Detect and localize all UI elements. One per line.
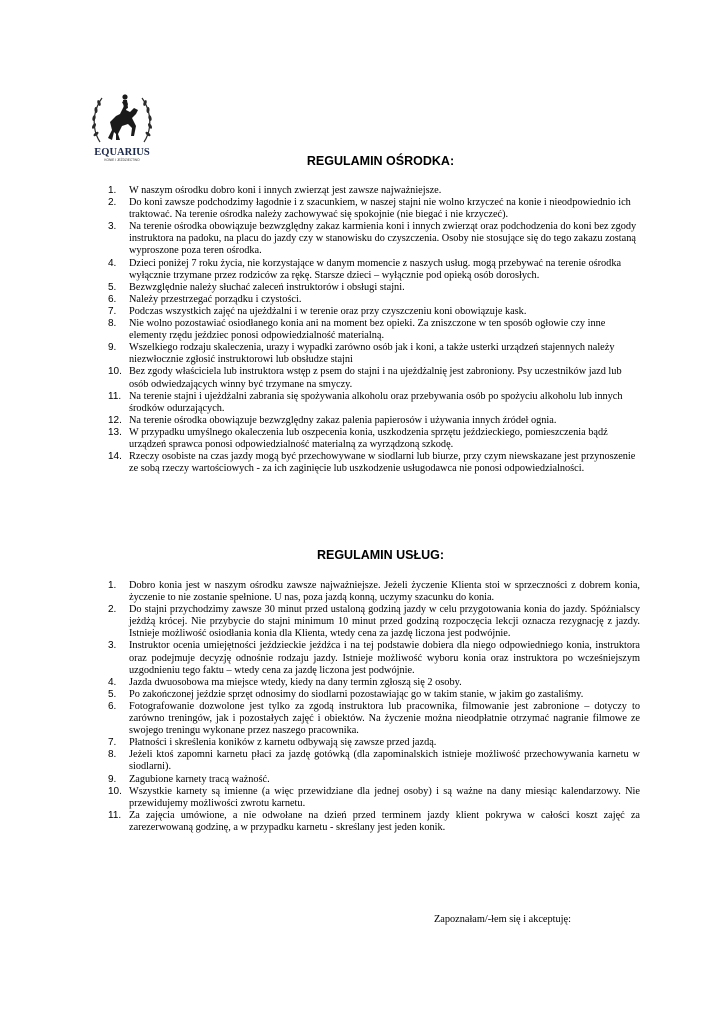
section2-rules-list [108, 580, 640, 834]
equarius-logo [86, 84, 158, 164]
rule-number: 7. [108, 737, 117, 749]
rule-item [108, 677, 640, 689]
rule-item [108, 810, 640, 834]
rule-text: Jeżeli ktoś zapomni karnetu płaci za jazdę gotówką (dla zapominalskich istnieje możliwość przechowywania karnetu w siodlarni). [129, 749, 640, 773]
rule-text: Za zajęcia umówione, a nie odwołane na dzień przed terminem jazdy klient pokrywa w całości koszt zajęć za zarezerwowaną godzinę, a w przypadku karnetu - skreślany jest jeden konik. [129, 809, 640, 833]
rule-number: 13. [108, 426, 122, 438]
rule-text: Nie wolno pozostawiać osiodłanego konia ani na moment bez opieki. Za zniszczone w ten sposób ogłowie czy inne elementy rzędu jeździec ponosi odpowiedzialność materialną. [129, 318, 606, 342]
rule-text: Wszelkiego rodzaju skaleczenia, urazy i wypadki zarówno osób jak i koni, a także usterki urządzeń stajennych należy niezwłocznie zgłosić instruktorowi lub obsłudze stajni [129, 342, 615, 366]
rule-number: 7. [108, 305, 117, 317]
rule-text: Dzieci poniżej 7 roku życia, nie korzystające w danym momencie z naszych usług. mogą przebywać na terenie ośrodka wyłącznie trzymane przez rodziców za rękę. Starsze dzieci – wyłącznie pod opieką osób dorosłych. [129, 257, 622, 281]
rule-text: Fotografowanie dozwolone jest tylko za zgodą instruktora lub pracownika, filmowanie jest zabronione – dotyczy to zarówno treningów, jak i pozostałych zajęć i obiektów. Na życzenie można nieodpłatnie otrzymać nagranie filmowe ze swojego treningu wykonane przez naszego pracownika. [129, 700, 640, 737]
rule-item [108, 294, 640, 306]
acknowledgement-text: Zapoznałam/-łem się i akceptuję: [434, 914, 571, 925]
rule-text: Na terenie stajni i ujeżdżalni zabrania się spożywania alkoholu oraz przebywania osób po spożyciu alkoholu lub innych środków odurzających. [129, 390, 623, 414]
rule-number: 2. [108, 197, 117, 209]
rule-item [108, 689, 640, 701]
rule-text: W przypadku umyślnego okaleczenia lub oszpecenia konia, uszkodzenia sprzętu jeździeckiego, pomieszczenia bądź urządzeń sprawca ponosi odpowiedzialność materialną za wyrządzoną szkodę. [129, 426, 608, 450]
rule-item [108, 749, 640, 773]
rule-number: 14. [108, 451, 122, 463]
rule-item [108, 774, 640, 786]
rule-number: 3. [108, 221, 117, 233]
rule-number: 11. [108, 390, 122, 402]
rule-item [108, 185, 640, 197]
rule-number: 4. [108, 676, 117, 688]
rule-number: 8. [108, 318, 117, 330]
rule-item [108, 221, 640, 257]
rule-item [108, 197, 640, 221]
rule-number: 10. [108, 366, 122, 378]
rule-item [108, 701, 640, 737]
section1-title: REGULAMIN OŚRODKA: [306, 154, 455, 168]
rule-number: 4. [108, 257, 117, 269]
rule-item [108, 415, 640, 427]
rule-item [108, 604, 640, 640]
rule-number: 2. [108, 604, 117, 616]
rule-text: Rzeczy osobiste na czas jazdy mogą być przechowywane w siodlarni lub biurze, przy czym niewskazane jest przynoszenie ze sobą rzeczy wartościowych - za ich zaginięcie lub uszkodzenie usługodawca nie ponosi odpowiedzialności. [129, 451, 636, 475]
rule-number: 10. [108, 785, 122, 797]
rule-text: Podczas wszystkich zajęć na ujeżdżalni i w terenie oraz przy czyszczeniu koni obowiązuje kask. [129, 305, 527, 317]
rule-item [108, 258, 640, 282]
rule-item [108, 391, 640, 415]
rule-text: Należy przestrzegać porządku i czystości. [129, 293, 302, 305]
rule-item [108, 580, 640, 604]
rule-number: 6. [108, 700, 117, 712]
rule-text: Dobro konia jest w naszym ośrodku zawsze najważniejsze. Jeżeli życzenie Klienta stoi w sprzeczności z dobrem konia, życzenie to nie zostanie spełnione. U nas, poza jazdą konną, uczymy szacunku do konia. [129, 580, 640, 604]
rule-item [108, 366, 640, 390]
logo-text: EQUARIUS [94, 147, 150, 158]
rule-text: Do koni zawsze podchodzimy łagodnie i z szacunkiem, w naszej stajni nie wolno krzyczeć na konie i nieodpowiednio ich traktować. Na terenie ośrodka należy zachowywać się spokojnie (nie biegać i nie krzyczeć). [129, 197, 631, 221]
logo-subtext: KONIE I JEŹDZIECTWO [104, 158, 140, 162]
rule-number: 6. [108, 293, 117, 305]
section1-rules-list [108, 185, 640, 475]
rule-item [108, 427, 640, 451]
rule-text: Do stajni przychodzimy zawsze 30 minut przed ustaloną godziną jazdy w celu przygotowania konia do jazdy. Spóźnialscy jeżdżą krócej. Nie przybycie do stajni minimum 10 minut przed godziną rozpoczęcia lekcji oznacza rezygnację z jazdy. Istnieje możliwość osiodłania konia dla Klienta, wtedy cena za jazdę liczona jest podwójnie. [129, 604, 640, 640]
rule-text: Zagubione karnety tracą ważność. [129, 773, 270, 785]
rule-item [108, 451, 640, 475]
rule-number: 9. [108, 342, 117, 354]
rule-text: Instruktor ocenia umiejętności jeździeckie jeźdźca i na tej podstawie dobiera dla niego odpowiedniego konia, instruktora oraz podejmuje decyzję odnośnie rodzaju jazdy. Istnieje możliwość wyboru konia oraz instruktora po wcześniejszym uzgodnieniu tego faktu – wtedy cena za jazdę liczona jest podwójnie. [129, 640, 640, 676]
rule-item [108, 318, 640, 342]
rule-text: W naszym ośrodku dobro koni i innych zwierząt jest zawsze najważniejsze. [129, 185, 442, 196]
rule-item [108, 786, 640, 810]
rule-number: 12. [108, 414, 122, 426]
rule-text: Jazda dwuosobowa ma miejsce wtedy, kiedy na dany termin zgłoszą się 2 osoby. [129, 676, 462, 688]
section2-title: REGULAMIN USŁUG: [316, 548, 445, 562]
rule-number: 5. [108, 688, 117, 700]
rule-text: Na terenie ośrodka obowiązuje bezwzględny zakaz karmienia koni i innych zwierząt oraz podchodzenia do koni bez zgody instruktora na padoku, na placu do jazdy czy w stanowisku do czyszczenia. Osoby nie stosujące się do tego zakazu zostaną wyproszone poza teren ośrodka. [129, 221, 637, 257]
rule-number: 8. [108, 749, 117, 761]
rule-text: Po zakończonej jeździe sprzęt odnosimy do siodlarni pozostawiając go w takim stanie, w jakim go zastaliśmy. [129, 688, 584, 700]
rule-item [108, 282, 640, 294]
rule-number: 3. [108, 640, 117, 652]
rule-number: 1. [108, 580, 117, 591]
rule-number: 5. [108, 281, 117, 293]
rule-number: 9. [108, 773, 117, 785]
rule-text: Na terenie ośrodka obowiązuje bezwzględny zakaz palenia papierosów i używania innych źródeł ognia. [129, 414, 557, 426]
rule-item [108, 737, 640, 749]
rule-number: 11. [108, 809, 122, 821]
rule-item [108, 640, 640, 676]
rule-text: Wszystkie karnety są imienne (a więc przewidziane dla jednej osoby) i są ważne na dany miesiąc kalendarzowy. Nie przewidujemy możliwości zwrotu karnetu. [129, 785, 640, 809]
rule-item [108, 306, 640, 318]
rule-text: Bez zgody właściciela lub instruktora wstęp z psem do stajni i na ujeżdżalnię jest zabroniony. Psy uczestników jazd lub osób odwiedzających winny być trzymane na smyczy. [129, 366, 622, 390]
rule-text: Bezwzględnie należy słuchać zaleceń instruktorów i obsługi stajni. [129, 281, 405, 293]
rule-number: 1. [108, 185, 117, 196]
rule-item [108, 342, 640, 366]
rule-text: Płatności i skreślenia koników z karnetu odbywają się zawsze przed jazdą. [129, 737, 437, 749]
